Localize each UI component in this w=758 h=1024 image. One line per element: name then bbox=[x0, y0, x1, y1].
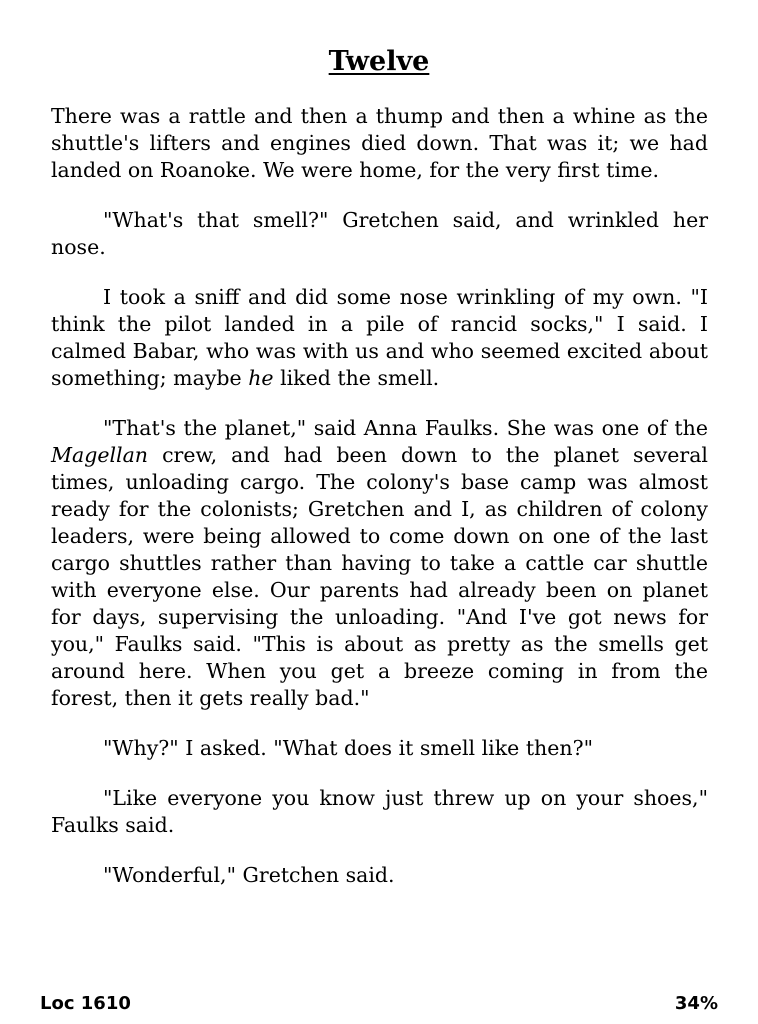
italic-text: he bbox=[248, 366, 274, 390]
text-segment: "Why?" I asked. "What does it smell like then?" bbox=[103, 736, 594, 760]
paragraph bbox=[51, 862, 708, 889]
paragraph bbox=[51, 284, 708, 392]
paragraph bbox=[51, 735, 708, 762]
text-segment: crew, and had been down to the planet several times, unloading cargo. The colony's base camp was almost ready for the colonists; Gretchen and I, as children of colony leaders, were being allowed to come down on one of the last cargo shuttles rather than having to take a cattle car shuttle with everyone else. Our parents had already been on planet for days, supervising the unloading. "And I've got news for you," Faulks said. "This is about as pretty as the smells get around here. When you get a breeze coming in from the forest, then it gets really bad." bbox=[51, 443, 708, 710]
text-segment: There was a rattle and then a thump and then a whine as the shuttle's lifters and engines died down. That was it; we had landed on Roanoke. We were home, for the very first time. bbox=[51, 104, 708, 182]
text-segment: liked the smell. bbox=[273, 366, 440, 390]
chapter-title: Twelve bbox=[328, 46, 430, 77]
text-segment: "Like everyone you know just threw up on your shoes," Faulks said. bbox=[51, 786, 708, 837]
text-segment: I took a sniff and did some nose wrinkling of my own. "I think the pilot landed in a pile of rancid socks," I said. I calmed Babar, who was with us and who seemed excited about something; maybe bbox=[51, 285, 708, 390]
paragraph bbox=[51, 785, 708, 839]
text-segment: "That's the planet," said Anna Faulks. She was one of the bbox=[103, 416, 708, 440]
paragraph bbox=[51, 103, 708, 184]
paragraph bbox=[51, 207, 708, 261]
paragraph bbox=[51, 415, 708, 712]
text-segment: "What's that smell?" Gretchen said, and wrinkled her nose. bbox=[51, 208, 708, 259]
location-indicator: Loc 1610 bbox=[40, 993, 131, 1014]
text-segment: "Wonderful," Gretchen said. bbox=[103, 863, 395, 887]
italic-text: Magellan bbox=[51, 443, 149, 467]
reader-footer bbox=[40, 992, 718, 1016]
page-body bbox=[51, 103, 708, 912]
progress-percent: 34% bbox=[674, 993, 718, 1014]
